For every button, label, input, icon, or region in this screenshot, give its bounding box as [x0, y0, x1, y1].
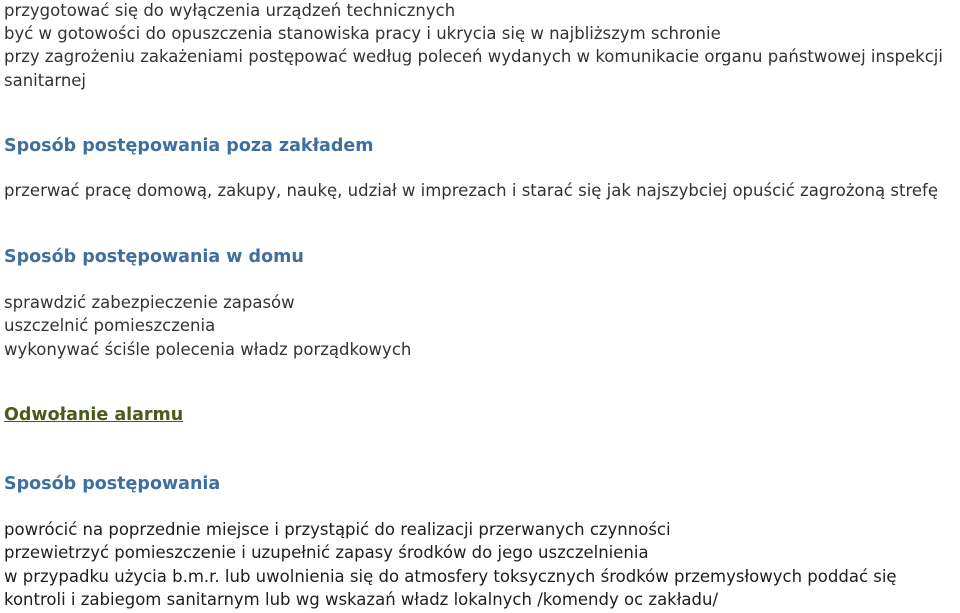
- list-item: przewietrzyć pomieszczenie i uzupełnić zapasy środków do jego uszczelnienia: [4, 543, 649, 562]
- intro-line: być w gotowości do opuszczenia stanowiska pracy i ukrycia się w najbliższym schronie: [4, 24, 721, 43]
- intro-line: przy zagrożeniu zakażeniami postępować według poleceń wydanych w komunikacie organu państwowej inspekcji: [4, 47, 943, 66]
- list-item: powrócić na poprzednie miejsce i przystąpić do realizacji przerwanych czynności: [4, 520, 671, 539]
- list-item: w przypadku użycia b.m.r. lub uwolnienia się do atmosfery toksycznych środków przemysłowych poddać się: [4, 567, 897, 586]
- list-item: uszczelnić pomieszczenia: [4, 316, 216, 335]
- section-heading-outside: Sposób postępowania poza zakładem: [4, 136, 374, 156]
- list-item: sprawdzić zabezpieczenie zapasów: [4, 293, 295, 312]
- alarm-cancel-link[interactable]: Odwołanie alarmu: [4, 405, 184, 425]
- section-heading-home: Sposób postępowania w domu: [4, 247, 304, 267]
- list-item: wykonywać ściśle polecenia władz porządkowych: [4, 340, 412, 359]
- intro-line: przygotować się do wyłączenia urządzeń technicznych: [4, 1, 456, 20]
- list-item: przerwać pracę domową, zakupy, naukę, udział w imprezach i starać się jak najszybciej opuścić zagrożoną strefę: [4, 181, 938, 200]
- section-heading-procedure: Sposób postępowania: [4, 474, 221, 494]
- intro-line: sanitarnej: [4, 71, 87, 90]
- list-item: kontroli i zabiegom sanitarnym lub wg wskazań władz lokalnych /komendy oc zakładu/: [4, 590, 719, 609]
